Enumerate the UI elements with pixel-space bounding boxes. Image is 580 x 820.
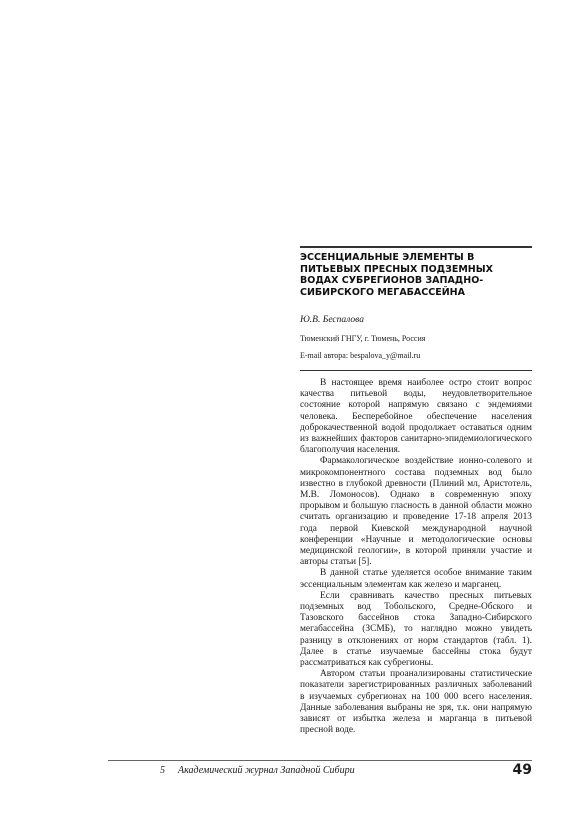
body-paragraph: Фармакологическое воздействие ионно-солевого и микрокомпонентного состава подземных вод было известно в глубокой древности (Плиний мл, Аристотель, М.В. Ломоносов). Однако в современную эпоху прорывом и большую гласность в данной области можно считать организацию и проведение 17-18 апреля 2013 года первой Киевской международной научной конференции «Научные и методологические основы медицинской геологии», в которой приняли участие и авторы статьи [5]. (300, 456, 532, 568)
author-affiliation: Тюменский ГНГУ, г. Тюмень, Россия (300, 334, 426, 343)
body-paragraph: Если сравнивать качество пресных питьевых подземных вод Тобольского, Средне-Обского и Тазовского бассейнов стока Западно-Сибирского мегабассейна (ЗСМБ), то наглядно можно увидеть разницу в отклонениях от норм стандартов (табл. 1). Далее в статье изучаемые бассейны стока будут рассматриваться как субрегионы. (300, 590, 532, 669)
article-body (300, 378, 532, 737)
header-separator-rule (300, 370, 532, 371)
footer-rule (108, 760, 532, 761)
article-title: ЭССЕНЦИАЛЬНЫЕ ЭЛЕМЕНТЫ В ПИТЬЕВЫХ ПРЕСНЫХ ПОДЗЕМНЫХ ВОДАХ СУБРЕГИОНОВ ЗАПАДНО-СИБИРСКОГО МЕГАБАССЕЙНА (300, 252, 493, 298)
page-number: 49 (512, 762, 532, 778)
footer-left-number: 5 (160, 765, 165, 776)
body-paragraph: Автором статьи проанализированы статистические показатели зарегистрированных различных заболеваний в изучаемых субрегионах на 100 000 всего населения. Данные заболевания выбраны не зря, т.к. они напрямую зависят от избытка железа и марганца в питьевой пресной воде. (300, 669, 532, 736)
page-footer (108, 764, 532, 784)
journal-name: Академический журнал Западной Сибири (178, 765, 355, 776)
article-author: Ю.В. Беспалова (300, 315, 364, 325)
author-email: E-mail автора: bespalova_y@mail.ru (300, 351, 421, 360)
body-paragraph: В настоящее время наиболее остро стоит вопрос качества питьевой воды, неудовлетворительное состояние которой напрямую связано с эндемиями человека. Бесперебойное обеспечение населения доброкачественной водой продолжает оставаться одним из важнейших факторов санитарно-эпидемиологического благополучия населения. (300, 378, 532, 456)
body-paragraph: В данной статье уделяется особое внимание таким эссенциальным элементам как железо и марганец. (300, 568, 532, 590)
title-top-rule (300, 246, 532, 248)
